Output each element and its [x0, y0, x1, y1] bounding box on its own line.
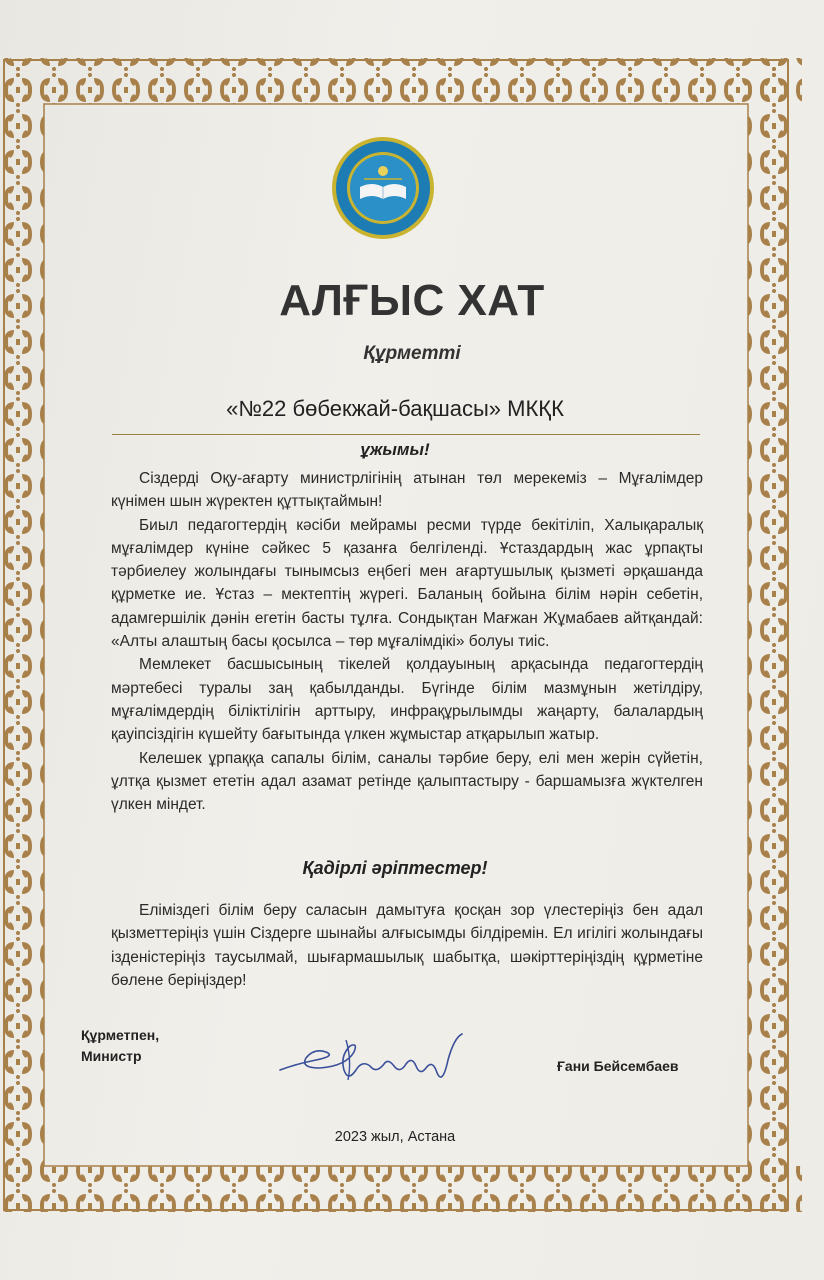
- letter-body: [111, 467, 703, 816]
- salutation: Құрметті: [363, 343, 461, 364]
- recipient-underline: [112, 434, 700, 435]
- sign-off-position: Министр: [81, 1048, 142, 1064]
- document-title: АЛҒЫС ХАТ: [279, 276, 545, 325]
- paragraph-greeting: Сіздерді Оқу-ағарту министрлігінің атынан төл мерекеміз – Мұғалімдер күнімен шын жүректен құттықтаймын!: [111, 470, 703, 511]
- paragraph-thanks: Еліміздегі білім беру саласын дамытуға қосқан зор үлестеріңіз бен адал қызметтеріңіз үшін Сіздерге шынайы алғысымды білдіремін. Ел игілігі жолындағы ізденістеріңіз таусылмай, шығармашылық шабытқа, шәкірттеріңіздің құрметіне бөлене беріңіздер!: [111, 902, 703, 989]
- handwritten-signature: [276, 1030, 472, 1090]
- date-place: 2023 жыл, Астана: [334, 1129, 456, 1145]
- closing-body: [111, 899, 703, 992]
- recipient-name: «№22 бөбекжай-бақшасы» МКҚК: [226, 396, 564, 421]
- minister-name: Ғани Бейсембаев: [557, 1058, 679, 1074]
- dear-colleagues-heading: Қадірлі әріптестер!: [302, 858, 488, 878]
- ministry-emblem-book-icon: [330, 135, 436, 241]
- sign-off-respect: Құрметпен,: [81, 1027, 160, 1043]
- paragraph-law: Мемлекет басшысының тікелей қолдауының арқасында педагогтердің мәртебесі туралы заң қабылданды. Бүгінде білім мазмұнын жетілдіру, мұғалімдердің біліктілігін арттыру, инфрақұрылымды жаңарту, балалардың қауіпсіздігін күшейту бағытында үлкен жұмыстар атқарылып жатыр.: [111, 656, 703, 744]
- sign-off: [81, 1025, 159, 1067]
- paragraph-teachers-day: Биыл педагогтердің кәсіби мейрамы ресми түрде бекітіліп, Халықаралық мұғалімдер күніне сәйкес 5 қазанға белгіленді. Ұстаздардың жас ұрпақты тәрбиелеу жолындағы тынымсыз еңбегі мен ағартушылық қызметі әрқашанда құрметке ие. Ұстаз – мектептің жүрегі. Баланың бойына білім нәрін себетін, адамгершілік дәнін егетін басты тұлға. Сондықтан Мағжан Жұмабаев айтқандай: «Алты алаштың басы қосылса – төр мұғалімдікі» болуы тиіс.: [111, 516, 703, 651]
- recipient-team: ұжымы!: [360, 440, 430, 459]
- paragraph-mission: Келешек ұрпаққа сапалы білім, саналы тәрбие беру, елі мен жерін сүйетін, ұлтқа қызмет ететін адал азамат ретінде қалыптастыру - баршамызға жүктелген үлкен міндет.: [111, 749, 703, 814]
